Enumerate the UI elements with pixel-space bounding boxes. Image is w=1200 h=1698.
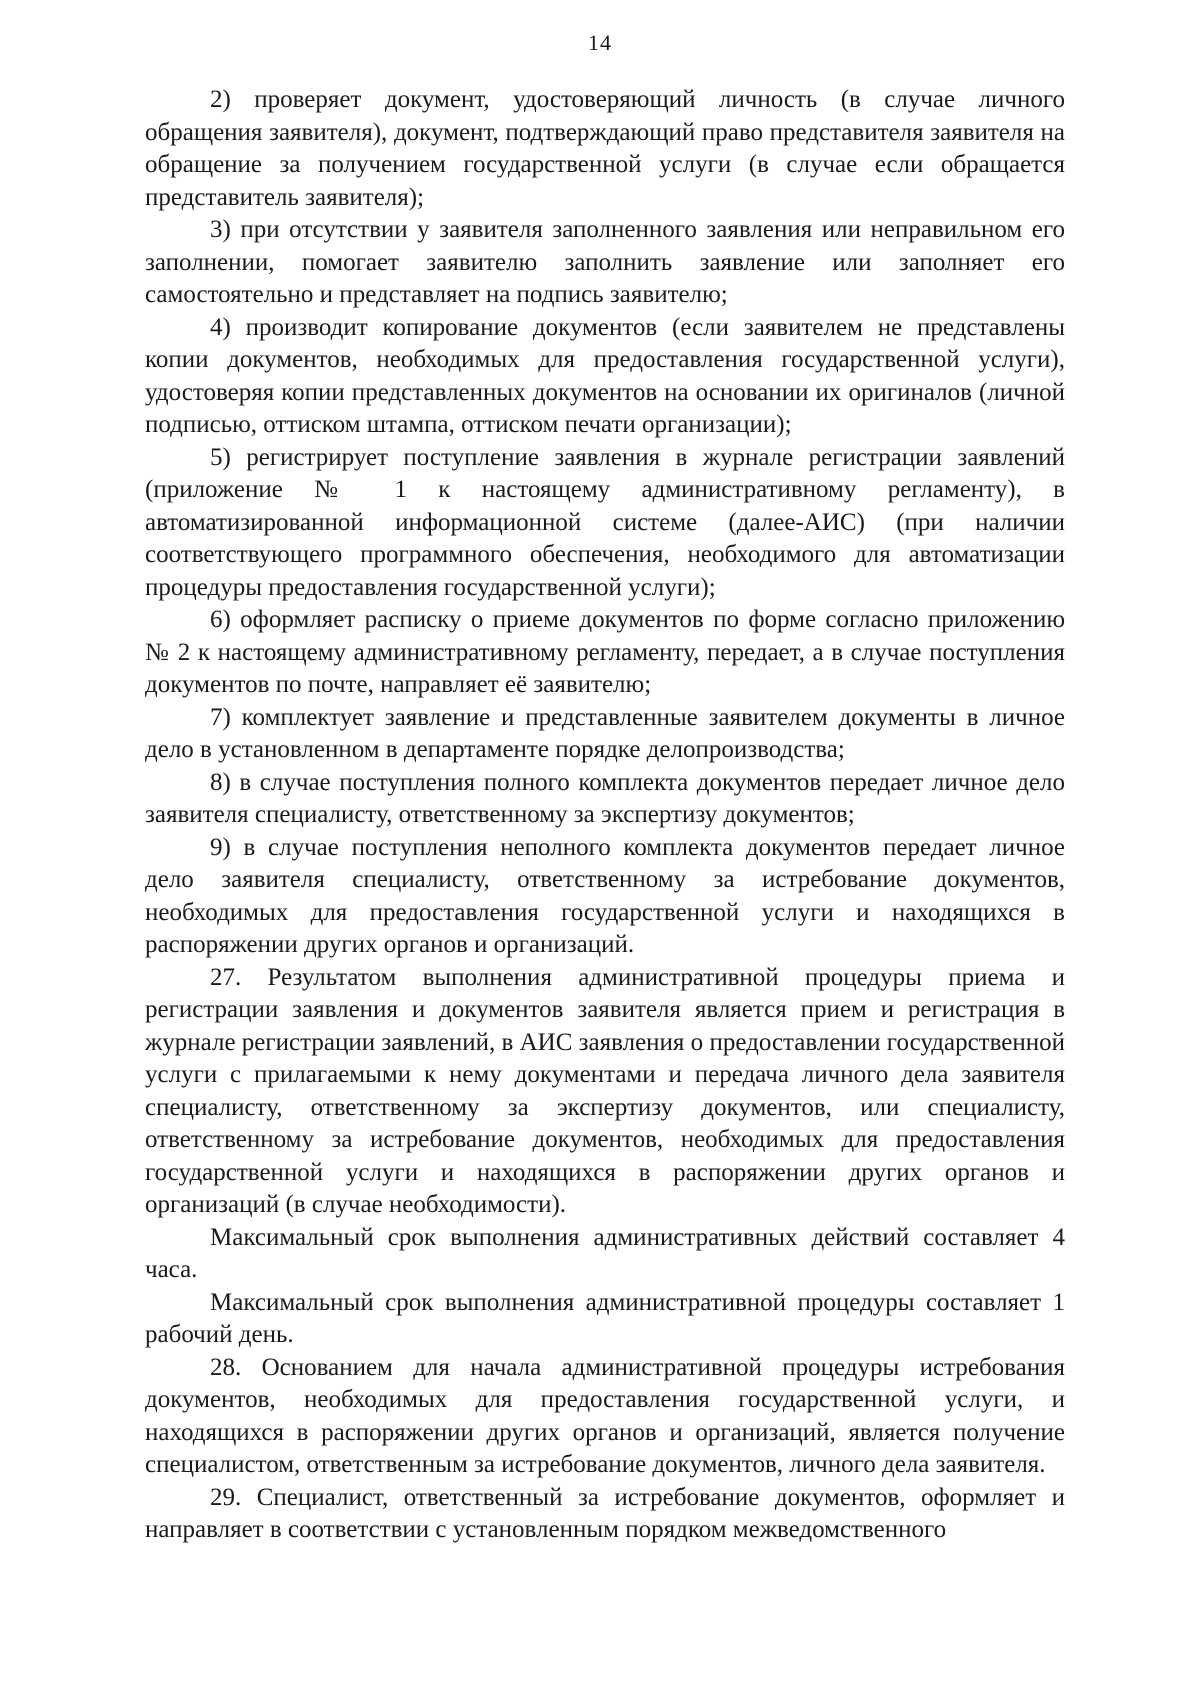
paragraph-item-5: 5) регистрирует поступление заявления в журнале регистрации заявлений (приложение № 1 к настоящему административному регламенту), в автоматизированной информационной системе (далее-АИС) (при наличии соответствующего программного обеспечения, необходимого для автоматизации процедуры предоставления государственной услуги);	[145, 443, 1065, 601]
document-body	[145, 84, 1065, 1547]
paragraph-section-28: 28. Основанием для начала административной процедуры истребования документов, необходимых для предоставления государственной услуги, и находящихся в распоряжении других органов и организаций, является получение специалистом, ответственным за истребование документов, личного дела заявителя.	[145, 1353, 1065, 1478]
paragraph-item-7: 7) комплектует заявление и представленные заявителем документы в личное дело в установленном в департаменте порядке делопроизводства;	[145, 703, 1065, 763]
paragraph-item-2: 2) проверяет документ, удостоверяющий личность (в случае личного обращения заявителя), документ, подтверждающий право представителя заявителя на обращение за получением государственной услуги (в случае если обращается представитель заявителя);	[145, 86, 1065, 211]
paragraph-item-3: 3) при отсутствии у заявителя заполненного заявления или неправильном его заполнении, помогает заявителю заполнить заявление или заполняет его самостоятельно и представляет на подпись заявителю;	[145, 216, 1065, 308]
paragraph-item-9: 9) в случае поступления неполного комплекта документов передает личное дело заявителя специалисту, ответственному за истребование документов, необходимых для предоставления государственной услуги и находящихся в распоряжении других органов и организаций.	[145, 833, 1065, 958]
paragraph-item-4: 4) производит копирование документов (если заявителем не представлены копии документов, необходимых для предоставления государственной услуги), удостоверяя копии представленных документов на основании их оригиналов (личной подписью, оттиском штампа, оттиском печати организации);	[145, 313, 1065, 438]
paragraph-section-27: 27. Результатом выполнения административной процедуры приема и регистрации заявления и документов заявителя является прием и регистрация в журнале регистрации заявлений, в АИС заявления о предоставлении государственной услуги с прилагаемыми к нему документами и передача личного дела заявителя специалисту, ответственному за экспертизу документов, или специалисту, ответственному за истребование документов, необходимых для предоставления государственной услуги и находящихся в распоряжении других органов и организаций (в случае необходимости).	[145, 963, 1065, 1218]
paragraph-item-6: 6) оформляет расписку о приеме документов по форме согласно приложению № 2 к настоящему административному регламенту, передает, а в случае поступления документов по почте, направляет её заявителю;	[145, 606, 1065, 698]
paragraph-max-time-procedure: Максимальный срок выполнения административной процедуры составляет 1 рабочий день.	[145, 1288, 1065, 1348]
paragraph-section-29: 29. Специалист, ответственный за истребование документов, оформляет и направляет в соответствии с установленным порядком межведомственного	[145, 1483, 1065, 1543]
paragraph-max-time-actions: Максимальный срок выполнения административных действий составляет 4 часа.	[145, 1223, 1065, 1283]
paragraph-item-8: 8) в случае поступления полного комплекта документов передает личное дело заявителя специалисту, ответственному за экспертизу документов;	[145, 768, 1065, 828]
page-number: 14	[588, 30, 612, 55]
